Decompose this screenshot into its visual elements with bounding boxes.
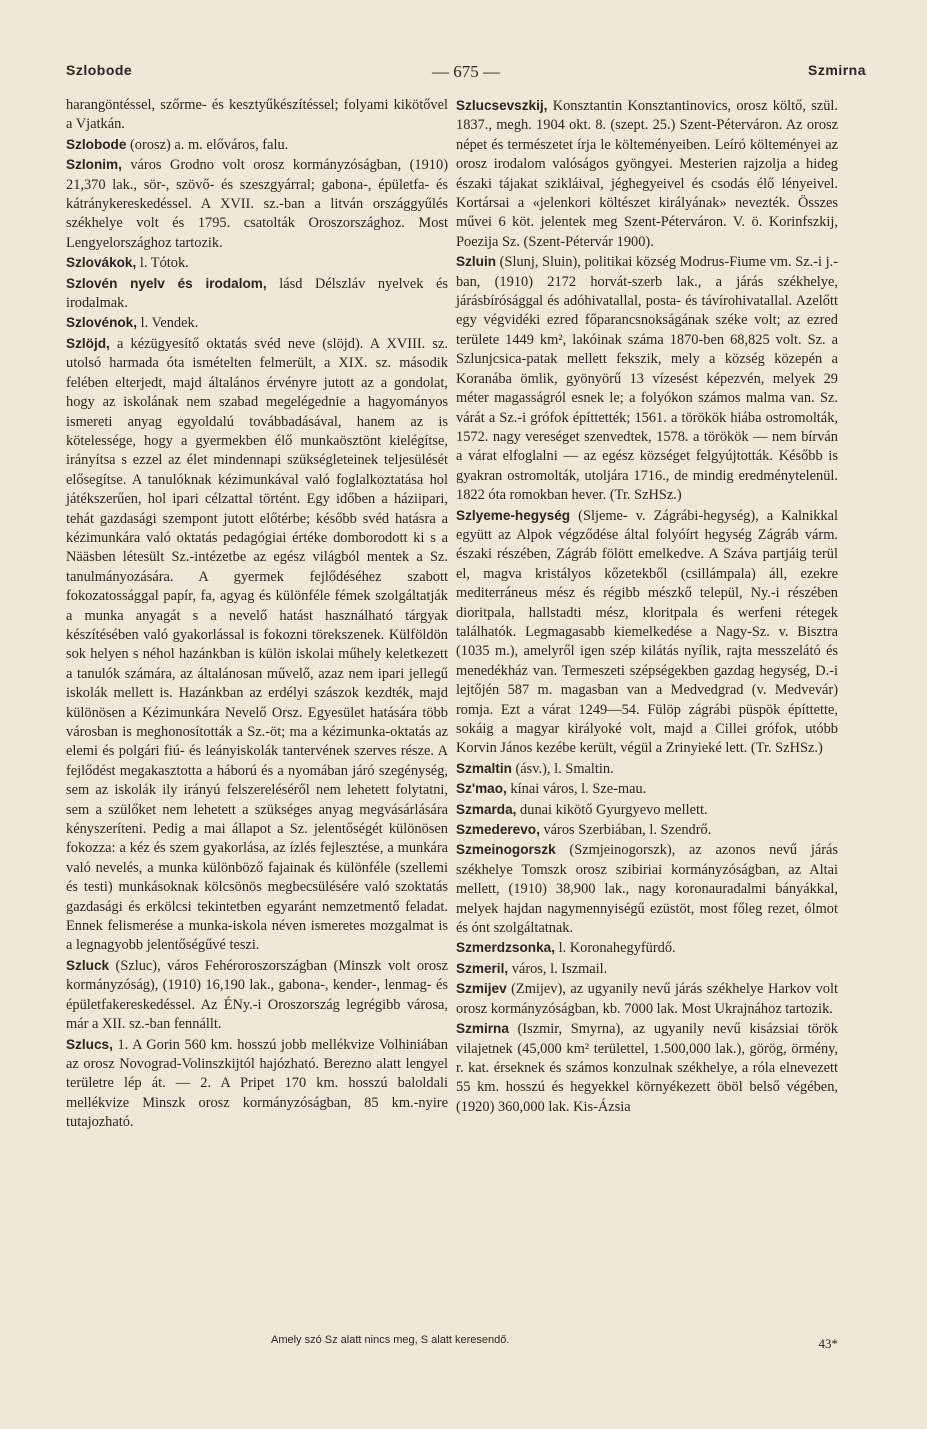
left-column — [66, 96, 448, 1133]
entry-headword: Szmeinogorszk — [456, 842, 556, 858]
entry — [66, 253, 448, 273]
entry — [66, 274, 448, 314]
entry-text: l. Koronahegyfürdő. — [554, 940, 676, 957]
entry-headword: Szlovákok, — [66, 255, 137, 271]
entry — [66, 135, 448, 155]
entry-headword: Szlyeme-hegység — [456, 507, 571, 523]
entry — [456, 820, 838, 840]
entry-headword: Szmirna — [456, 1021, 509, 1037]
entry-headword: Szlucsevszkij, — [456, 98, 548, 113]
entry-text: város, l. Iszmail. — [508, 960, 608, 977]
entry-headword: Szmijev — [456, 981, 507, 997]
entry-text: (Szmjeinogorszk), az azonos nevű járás székhelye Tomszk orosz szibiriai kormányzóságban, az Altai mellett, (1910) 38,900 lak., nagy koronauradalmi bányákkal, melyek hajdan nagymennyiségű ezüstöt, most főleg rezet, ólmot és ónt szolgáltatnak. — [456, 842, 838, 937]
entry-headword: Sz'mao, — [456, 781, 507, 797]
running-head-left: Szlobode — [66, 62, 133, 78]
entry — [66, 155, 448, 253]
entry-text: dunai kikötő Gyurgyevo mellett. — [516, 801, 708, 818]
entry-headword: Szmeril, — [456, 960, 509, 976]
entry-headword: Szmarda, — [456, 801, 517, 817]
entry-text: l. Vendek. — [137, 315, 199, 332]
entry-text: harangöntéssel, szőrme- és kesztyűkészítéssel; folyami kikötővel a Vjatkán. — [66, 97, 448, 133]
running-head — [66, 62, 866, 84]
entry — [66, 334, 448, 956]
signature-mark: 43* — [818, 1336, 838, 1351]
entry-headword: Szlobode — [66, 136, 127, 152]
entry-headword: Szluck — [66, 957, 110, 973]
entry — [456, 506, 838, 759]
entry-text: (Iszmir, Smyrna), az ugyanily nevű kisázsiai török vilajetnek (45,000 km² területtel, 1.500,000 lak.), görög, örmény, r. kat. érseknek és számos konzulnak székhelye, a róla elnevezett 55 km. hosszú és hegyekkel környékezett öböl belső végében, (1920) 360,000 lak. Kis-Ázsia — [456, 1021, 838, 1115]
entry-text: (ásv.), l. Smaltin. — [511, 760, 614, 777]
entry — [66, 313, 448, 333]
entry — [456, 252, 838, 505]
entry-headword: Szmederevo, — [456, 822, 540, 838]
entry — [456, 938, 838, 958]
entry-text: város Szerbiában, l. Szendrő. — [539, 822, 712, 839]
entry-text: a kézügyesítő oktatás svéd neve (slöjd). A XVIII. sz. utolsó harmada óta ismételten felmerült, a XIX. sz. második felében elterjedt, majd általános érvényre jutott az a gondolat, hogy az iskolának nem szabad megelégednie a hagyományos ismereti anyag egyoldalú továbbadásával, hanem az is kötelessége, hogy a gyermekben élő munkaösztönt kielégítse, irányítsa s ezzel az élet mindennapi szükségleteinek teljesülését elősegítse. A tanulóknak kézimunkával való foglalkoztatása hol játékszerűen, hol ipari célzattal történt. Egy időben a háziipari, tehát gazdasági szempont jutott előtérbe; később svéd hatásra a kézimunkára való oktatás pedagógiai értéke domborodott ki s a Nääsben létesült Sz.-intézetbe az egész világból mentek a Sz. tanulmányozására. A gyermek fejlődéséhez szabott fokozatossággal papír, fa, agyag és különféle fémek szolgáltatják a munka anyagát s a nevelő hatást használható tárgyak készítésében való gyakorlással is fokozni törekszenek. Külföldön sok helyen s néhol hazánkban is külön iskolai műhely keletkezett a tanulók számára, az általánosan művelő, azaz nem ipari jellegű iskolák mellett is. Hazánkban az erdélyi szászok kezdték, majd különösen a Kézimunkára Nevelő Orsz. Egyesület hatására több városban is meghonosították a Sz.-öt; ma a kézimunka-oktatás az elemi és polgári fiú- és leányiskolák tantervének szerves része. A fejlődést megakasztotta a háború és a nyomában járó szegénység, sem az iskolák ily irányú felszereléséről nem lehetett folytatni, sem a szülőket nem lehetett a szükséges anyag megvásárlására kényszeríteni. Pedig a mai állapot a Sz. jelentőségét különösen fokozza: a kéz és szem gyakorlása, az ízlés fejlesztése, a munkára való nevelés, a munka különböző fajainak és különféle (szellemi és testi) munkásoknak kölcsönös megbecsülésére való szoktatás gazdasági és erkölcsi tekintetben egyaránt nemzetmentő feladat. Ennek felismerése a munka-iskola néven ismeretes mozgalmat is a legnagyobb jelentőségűvé teszi. — [66, 335, 448, 954]
entry — [456, 1019, 838, 1117]
entry-text: Konsztantin Konsztantinovics, orosz költő, szül. 1837., megh. 1904 okt. 8. (szept. 25.) Szent-Péterváron. Az orosz népet és természetet írja le költeményeiben. Leíró költeményei az orosz irodalom valóságos gyöngyei. Mesterien rajzolja a hideg északi tájakat szikláival, jéghegyeivel és csodás élő lényeivel. Kortársai a «jelenkori költészet királyának» nevezték. Összes művei 6 köt. jelentek meg Szent-Péterváron. V. ö. Korinfszkij, Poezija Sz. (Szent-Pétervár 1900). — [456, 98, 838, 250]
entry — [456, 96, 838, 252]
entry-headword: Szlonim, — [66, 157, 122, 173]
entry-text: (Szluc), város Fehéroroszországban (Minszk volt orosz kormányzóság), (1910) 16,190 lak., gabona-, kender-, lenmag- és épületfakereskedéssel. Az ÉNy.-i Oroszország legrégibb városa, már a XII. sz.-ban fennállt. — [66, 957, 448, 1033]
entry-text: (Sljeme- v. Zágrábi-hegység), a Kalnikkal együtt az Alpok végződése által folyóírt hegység Zágráb várm. északi részében, Zágráb fölött emelkedve. A Száva partjáig terül el, magva kristályos kőzetekből (csillámpala) áll, ezekre mediterráneus mész és régibb mészkő települ, Ny.-i részében dioritpala, hallstadti mész, kloritpala és werfeni rétegek találhatók. Legmagasabb kiemelkedése a Nagy-Sz. v. Bisztra (1035 m.), amelyről igen szép kilátás nyílik, rajta messzelátó és menedékház van. Termeszeti szépségekben gazdag hegység, D.-i lejtőjén 587 m. magasban van a Medvedgrad (v. Medvevár) romja. Ezt a várat 1249—54. Fülöp zágrábi püspök építtette, sokáig a magyar királyoké volt, majd a Cillei grófok, utóbb Korvin János kezébe került, végül a Zrinyieké lett. (Tr. SzHSz.) — [456, 507, 838, 757]
entry — [66, 96, 448, 135]
entry — [456, 840, 838, 938]
entry — [456, 800, 838, 820]
entry-text: l. Tótok. — [136, 255, 189, 272]
running-head-right: Szmirna — [808, 62, 866, 78]
entry-text: kínai város, l. Sze-mau. — [506, 781, 647, 798]
entry-text: (Zmijev), az ugyanily nevű járás székhelye Harkov volt orosz kormányzóságban, kb. 7000 lak. Most Ukrajnához tartozik. — [456, 981, 838, 1017]
entry-text: 1. A Gorin 560 km. hosszú jobb mellékvize Volhiniában az orosz Novograd-Volinszkijtól hajózható. Berezno alatt lengyel területre lép át. — 2. A Pripet 170 km. hosszú baloldali mellékvize Minszk orosz kormányzóságban, 85 km.-nyire tutajozható. — [66, 1036, 448, 1131]
right-column — [456, 96, 838, 1117]
entry — [456, 779, 838, 799]
entry-headword: Szmaltin — [456, 760, 512, 776]
entry-headword: Szlovén nyelv és irodalom, — [66, 275, 267, 291]
entry-headword: Szmerdzsonka, — [456, 940, 555, 956]
entry-headword: Szlovénok, — [66, 315, 138, 331]
entry-text: (Slunj, Sluin), politikai község Modrus-Fiume vm. Sz.-i j.-ban, (1910) 2172 horvát-szerb lak., a járás székhelye, járásbírósággal és adóhivatallal, posta- és távírohivatallal. Azelőtt egy végvidéki ezred főparancsnokságának széke volt; az ezred területe 1449 km², lakóinak száma 1870-ben 68,825 volt. Sz. a Szlunjcsica-patak mellett fekszik, mely a község közepén a Koranába ömlik, gyönyörű 13 vízesést képezvén, melyek 29 méter magasságról esnek le; a folyókon számos malma van. Sz. várát a Sz.-i grófok építtették; 1561. a törökök hiába ostromolták, 1572. nagy vereséget szenvedtek, 1578. a törökök — nem bírván a várat elfoglalni — az egész községet felgyújtották. Később is gyakran ostromolták, utoljára 1716., de mindig eredménytelenül. 1822 óta romokban hever. (Tr. SzHSz.) — [456, 254, 838, 504]
entry-headword: Szluin — [456, 254, 497, 270]
entry — [456, 959, 838, 979]
footer-note: Amely szó Sz alatt nincs meg, S alatt keresendő. — [271, 1334, 510, 1346]
page-number: — 675 — — [432, 62, 500, 81]
entry — [456, 979, 838, 1019]
entry-headword: Szlöjd, — [66, 335, 110, 351]
entry — [66, 1035, 448, 1133]
page-footer — [66, 1334, 846, 1354]
entry-text: város Grodno volt orosz kormányzóságban, (1910) 21,370 lak., sör-, szövő- és szeszgyárral; gabona-, épületfa- és kátránykereskedéssel. A XVII. sz.-ban a litván országgyűlés székhelye volt és 1795. csatolták Oroszországhoz. Most Lengyelországhoz tartozik. — [66, 157, 448, 251]
entry-text: lásd Délszláv nyelvek és irodalmak. — [66, 275, 448, 312]
entry — [456, 759, 838, 779]
entry — [66, 956, 448, 1035]
entry-text: (orosz) a. m. előváros, falu. — [126, 136, 289, 153]
entry-headword: Szlucs, — [66, 1036, 113, 1052]
